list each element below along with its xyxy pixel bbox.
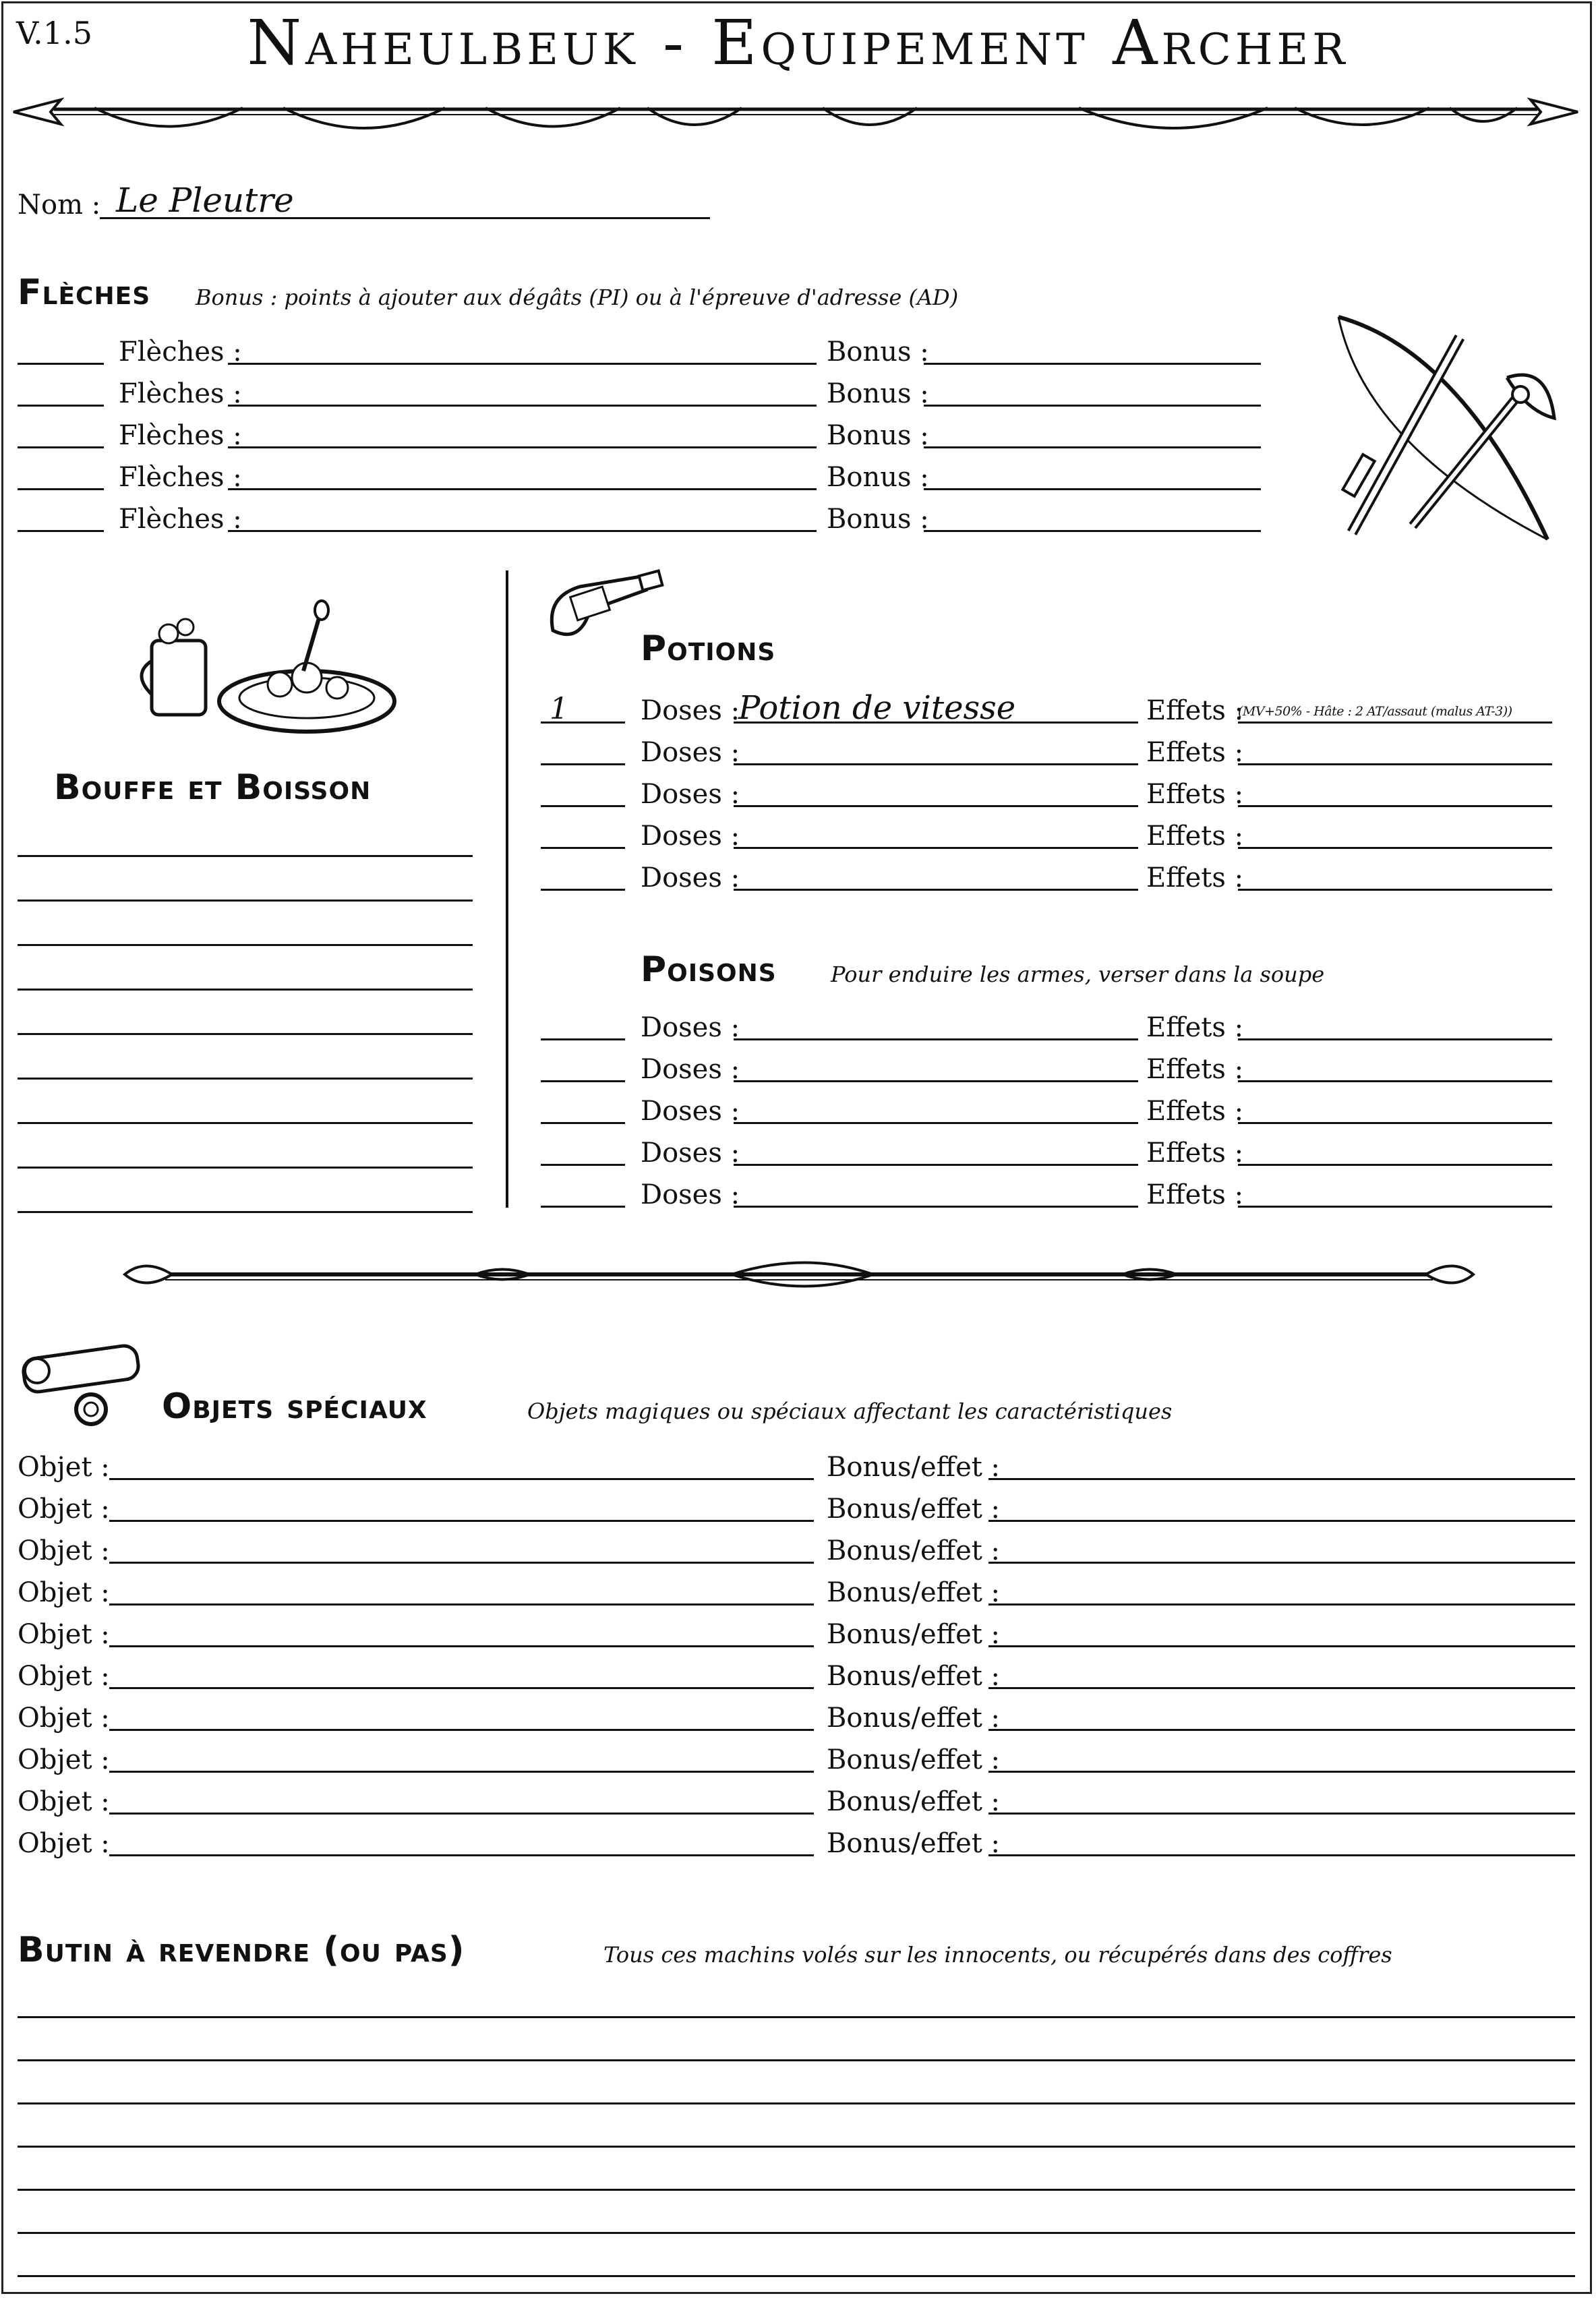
poison-qty-field[interactable] bbox=[541, 1080, 625, 1082]
butin-line[interactable] bbox=[18, 2102, 1575, 2104]
objet-name-field[interactable] bbox=[109, 1603, 814, 1605]
objet-name-field[interactable] bbox=[109, 1478, 814, 1480]
objet-name-field[interactable] bbox=[109, 1645, 814, 1647]
poison-doses-label: Doses : bbox=[641, 1054, 740, 1085]
fleches-row-label: Flèches : bbox=[119, 420, 242, 451]
objet-name-field[interactable] bbox=[109, 1854, 814, 1856]
objet-bonus-label: Bonus/effet : bbox=[827, 1744, 1001, 1775]
fleches-bonus-label: Bonus : bbox=[827, 420, 929, 451]
poison-qty-field[interactable] bbox=[541, 1164, 625, 1166]
potion-doses-label: Doses : bbox=[641, 779, 740, 810]
fleches-qty-field[interactable] bbox=[18, 363, 104, 365]
potion-qty-field[interactable] bbox=[541, 805, 625, 807]
bouffe-line[interactable] bbox=[18, 989, 473, 991]
objet-bonus-label: Bonus/effet : bbox=[827, 1452, 1001, 1483]
potion-qty-field[interactable] bbox=[541, 763, 625, 765]
fleches-bonus-field[interactable] bbox=[924, 363, 1261, 365]
objet-bonus-field[interactable] bbox=[988, 1687, 1575, 1689]
butin-title: Butin à revendre (ou pas) bbox=[18, 1930, 465, 1970]
objet-bonus-field[interactable] bbox=[988, 1562, 1575, 1564]
butin-line[interactable] bbox=[18, 2146, 1575, 2148]
fleches-qty-field[interactable] bbox=[18, 488, 104, 490]
potion-effect-field[interactable] bbox=[1238, 847, 1552, 849]
potions-title: Potions bbox=[641, 628, 776, 669]
objet-label: Objet : bbox=[18, 1744, 110, 1775]
fleches-name-field[interactable] bbox=[228, 405, 817, 407]
objet-name-field[interactable] bbox=[109, 1562, 814, 1564]
objet-bonus-label: Bonus/effet : bbox=[827, 1619, 1001, 1650]
fleches-bonus-label: Bonus : bbox=[827, 504, 929, 535]
bouffe-line[interactable] bbox=[18, 900, 473, 902]
potion-effets-label: Effets : bbox=[1146, 821, 1244, 852]
scroll-ring-icon bbox=[17, 1338, 165, 1433]
poison-qty-field[interactable] bbox=[541, 1206, 625, 1208]
objets-note: Objets magiques ou spéciaux affectant les caractéristiques bbox=[527, 1398, 1173, 1424]
poison-effect-field[interactable] bbox=[1238, 1206, 1552, 1208]
potion-effets-label: Effets : bbox=[1146, 862, 1244, 893]
food-plate-icon bbox=[138, 600, 394, 735]
poison-doses-label: Doses : bbox=[641, 1179, 740, 1210]
staff-divider-icon bbox=[125, 1254, 1473, 1295]
crossed-weapons-icon bbox=[1325, 310, 1568, 553]
objet-name-field[interactable] bbox=[109, 1729, 814, 1731]
arrow-banner-icon bbox=[13, 88, 1578, 148]
objet-name-field[interactable] bbox=[109, 1520, 814, 1522]
butin-note: Tous ces machins volés sur les innocents, ou récupérés dans des coffres bbox=[603, 1942, 1392, 1968]
objet-bonus-field[interactable] bbox=[988, 1603, 1575, 1605]
potion-name-field[interactable] bbox=[734, 763, 1138, 765]
potion-effets-label: Effets : bbox=[1146, 779, 1244, 810]
potion-effets-label: Effets : bbox=[1146, 695, 1244, 726]
poison-name-field[interactable] bbox=[734, 1164, 1138, 1166]
poison-qty-field[interactable] bbox=[541, 1038, 625, 1040]
fleches-bonus-field[interactable] bbox=[924, 405, 1261, 407]
objet-bonus-label: Bonus/effet : bbox=[827, 1828, 1001, 1859]
objet-bonus-field[interactable] bbox=[988, 1729, 1575, 1731]
objet-label: Objet : bbox=[18, 1661, 110, 1692]
fleches-bonus-label: Bonus : bbox=[827, 336, 929, 367]
objet-label: Objet : bbox=[18, 1452, 110, 1483]
bouffe-line[interactable] bbox=[18, 855, 473, 857]
bouffe-title: Bouffe et Boisson bbox=[54, 767, 372, 808]
objet-bonus-field[interactable] bbox=[988, 1854, 1575, 1856]
fleches-qty-field[interactable] bbox=[18, 405, 104, 407]
fleches-bonus-label: Bonus : bbox=[827, 378, 929, 409]
fleches-bonus-field[interactable] bbox=[924, 488, 1261, 490]
objet-label: Objet : bbox=[18, 1535, 110, 1566]
fleches-row-label: Flèches : bbox=[119, 336, 242, 367]
poison-effets-label: Effets : bbox=[1146, 1138, 1244, 1169]
fleches-name-field[interactable] bbox=[228, 446, 817, 448]
poison-effets-label: Effets : bbox=[1146, 1096, 1244, 1127]
poisons-title: Poisons bbox=[641, 949, 777, 990]
poison-effets-label: Effets : bbox=[1146, 1054, 1244, 1085]
fleches-bonus-label: Bonus : bbox=[827, 462, 929, 493]
fleches-bonus-field[interactable] bbox=[924, 446, 1261, 448]
fleches-title: Flèches bbox=[18, 272, 151, 313]
objet-label: Objet : bbox=[18, 1828, 110, 1859]
poison-name-field[interactable] bbox=[734, 1122, 1138, 1124]
potion-doses-label: Doses : bbox=[641, 862, 740, 893]
objet-label: Objet : bbox=[18, 1577, 110, 1608]
poison-name-field[interactable] bbox=[734, 1206, 1138, 1208]
poison-name-field[interactable] bbox=[734, 1038, 1138, 1040]
nom-value[interactable]: Le Pleutre bbox=[116, 181, 294, 220]
potion-name-field[interactable] bbox=[734, 805, 1138, 807]
potion-effect-field[interactable] bbox=[1238, 763, 1552, 765]
page-title: Naheulbeuk - Equipement Archer bbox=[247, 7, 1349, 79]
bouffe-line[interactable] bbox=[18, 1033, 473, 1035]
fleches-row-label: Flèches : bbox=[119, 378, 242, 409]
fleches-name-field[interactable] bbox=[228, 488, 817, 490]
poison-effets-label: Effets : bbox=[1146, 1012, 1244, 1043]
fleches-note: Bonus : points à ajouter aux dégâts (PI) ou à l'épreuve d'adresse (AD) bbox=[196, 285, 959, 310]
potion-effect-field[interactable] bbox=[1238, 721, 1552, 724]
objet-bonus-field[interactable] bbox=[988, 1645, 1575, 1647]
objets-title: Objets spéciaux bbox=[162, 1386, 427, 1427]
objet-bonus-label: Bonus/effet : bbox=[827, 1577, 1001, 1608]
potion-doses-label: Doses : bbox=[641, 737, 740, 768]
objet-bonus-label: Bonus/effet : bbox=[827, 1494, 1001, 1525]
bouffe-line[interactable] bbox=[18, 1211, 473, 1213]
objet-name-field[interactable] bbox=[109, 1771, 814, 1773]
objet-bonus-field[interactable] bbox=[988, 1478, 1575, 1480]
objet-bonus-label: Bonus/effet : bbox=[827, 1661, 1001, 1692]
fleches-name-field[interactable] bbox=[228, 530, 817, 532]
potion-doses-label: Doses : bbox=[641, 695, 740, 726]
objet-name-field[interactable] bbox=[109, 1813, 814, 1815]
poison-effect-field[interactable] bbox=[1238, 1164, 1552, 1166]
poisons-note: Pour enduire les armes, verser dans la soupe bbox=[831, 962, 1325, 987]
poison-effect-field[interactable] bbox=[1238, 1038, 1552, 1040]
poison-doses-label: Doses : bbox=[641, 1012, 740, 1043]
objet-label: Objet : bbox=[18, 1786, 110, 1817]
fleches-bonus-field[interactable] bbox=[924, 530, 1261, 532]
objet-bonus-label: Bonus/effet : bbox=[827, 1703, 1001, 1734]
objet-bonus-label: Bonus/effet : bbox=[827, 1786, 1001, 1817]
poison-qty-field[interactable] bbox=[541, 1122, 625, 1124]
potion-name-field[interactable] bbox=[734, 889, 1138, 891]
poison-doses-label: Doses : bbox=[641, 1138, 740, 1169]
objet-bonus-label: Bonus/effet : bbox=[827, 1535, 1001, 1566]
poison-name-field[interactable] bbox=[734, 1080, 1138, 1082]
bouffe-line[interactable] bbox=[18, 1167, 473, 1169]
butin-line[interactable] bbox=[18, 2189, 1575, 2191]
objet-label: Objet : bbox=[18, 1619, 110, 1650]
objet-bonus-field[interactable] bbox=[988, 1813, 1575, 1815]
bouffe-line[interactable] bbox=[18, 1122, 473, 1124]
potion-qty-value[interactable]: 1 bbox=[550, 692, 568, 726]
potion-qty-field[interactable] bbox=[541, 889, 625, 891]
potion-effets-label: Effets : bbox=[1146, 737, 1244, 768]
potion-name-value[interactable]: Potion de vitesse bbox=[738, 689, 1016, 727]
potion-doses-label: Doses : bbox=[641, 821, 740, 852]
objet-bonus-field[interactable] bbox=[988, 1771, 1575, 1773]
butin-line[interactable] bbox=[18, 2275, 1575, 2277]
poison-doses-label: Doses : bbox=[641, 1096, 740, 1127]
poison-effect-field[interactable] bbox=[1238, 1080, 1552, 1082]
fleches-row-label: Flèches : bbox=[119, 504, 242, 535]
objet-name-field[interactable] bbox=[109, 1687, 814, 1689]
potion-effect-value[interactable]: (MV+50% - Hâte : 2 AT/assaut (malus AT-3)) bbox=[1238, 704, 1512, 719]
butin-line[interactable] bbox=[18, 2232, 1575, 2234]
nom-label: Nom : bbox=[18, 189, 101, 220]
fleches-name-field[interactable] bbox=[228, 363, 817, 365]
bouffe-line[interactable] bbox=[18, 944, 473, 946]
fleches-row-label: Flèches : bbox=[119, 462, 242, 493]
bouffe-line[interactable] bbox=[18, 1078, 473, 1080]
version-label: V.1.5 bbox=[16, 15, 92, 51]
objet-bonus-field[interactable] bbox=[988, 1520, 1575, 1522]
potion-name-field[interactable] bbox=[734, 847, 1138, 849]
poison-effect-field[interactable] bbox=[1238, 1122, 1552, 1124]
butin-line[interactable] bbox=[18, 2059, 1575, 2061]
objet-label: Objet : bbox=[18, 1494, 110, 1525]
poison-effets-label: Effets : bbox=[1146, 1179, 1244, 1210]
potion-qty-field[interactable] bbox=[541, 847, 625, 849]
fleches-qty-field[interactable] bbox=[18, 530, 104, 532]
objet-label: Objet : bbox=[18, 1703, 110, 1734]
fleches-qty-field[interactable] bbox=[18, 446, 104, 448]
potion-effect-field[interactable] bbox=[1238, 805, 1552, 807]
column-divider bbox=[506, 570, 508, 1208]
potion-effect-field[interactable] bbox=[1238, 889, 1552, 891]
butin-line[interactable] bbox=[18, 2016, 1575, 2018]
